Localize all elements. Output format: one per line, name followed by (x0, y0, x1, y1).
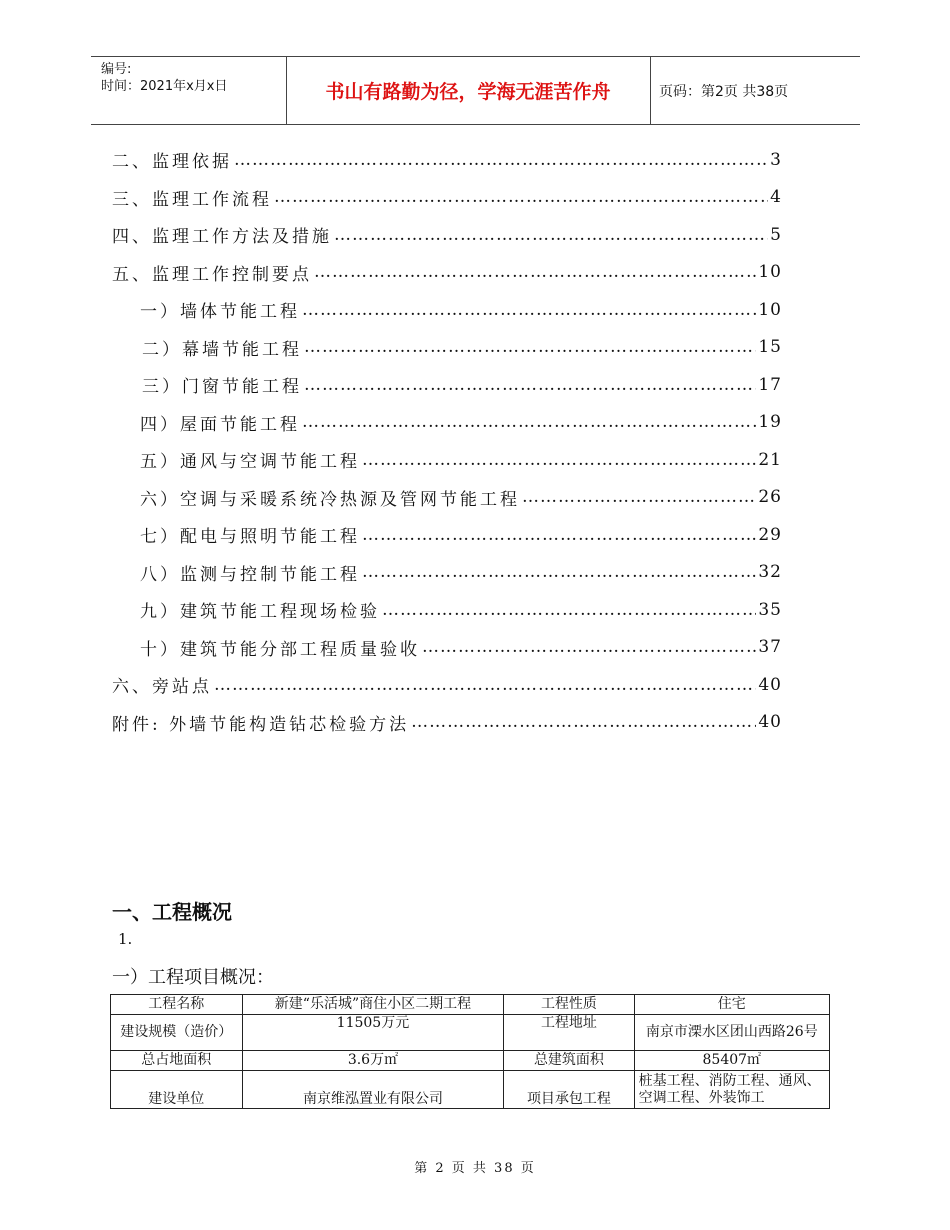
toc-leader-dots (334, 225, 768, 245)
toc-leader-dots (522, 487, 756, 507)
table-cell: 3.6万㎡ (242, 1051, 504, 1071)
toc-leader-dots (382, 600, 756, 620)
toc-entry-label: 五）通风与空调节能工程 (140, 452, 360, 473)
toc-leader-dots (362, 525, 756, 545)
toc-entry[interactable] (112, 704, 782, 742)
table-row (111, 995, 830, 1015)
table-row (111, 1015, 830, 1051)
toc-entry-page: 26 (758, 487, 782, 508)
table-cell: 桩基工程、消防工程、通风、空调工程、外装饰工 (634, 1071, 829, 1109)
toc-entry[interactable] (112, 254, 782, 292)
toc-entry-page: 32 (758, 562, 782, 583)
toc-entry-label: 一）墙体节能工程 (140, 302, 300, 323)
toc-leader-dots (214, 675, 756, 695)
toc-entry-page: 40 (758, 712, 782, 733)
toc-entry-label: 四）屋面节能工程 (140, 414, 300, 435)
toc-entry-label: 附件: 外墙节能构造钻芯检验方法 (112, 714, 410, 735)
page-header (91, 56, 860, 125)
table-cell: 85407㎡ (634, 1051, 829, 1071)
toc-entry-page: 37 (758, 637, 782, 658)
header-page-info: 页码：第2页 共38页 (659, 83, 789, 100)
table-cell: 工程性质 (504, 995, 634, 1015)
header-motto: 书山有路勤为径，学海无涯苦作舟 (325, 81, 611, 103)
toc-entry-label: 九）建筑节能工程现场检验 (140, 602, 380, 623)
toc-entry-page: 21 (758, 449, 782, 470)
toc-entry[interactable] (112, 141, 782, 179)
toc-entry[interactable] (112, 441, 782, 479)
toc-entry-page: 17 (758, 374, 782, 395)
table-row (111, 1051, 830, 1071)
toc-entry[interactable] (112, 591, 782, 629)
table-row (111, 1071, 830, 1109)
toc-entry[interactable] (112, 666, 782, 704)
toc-entry[interactable] (112, 291, 782, 329)
toc-entry-page: 35 (758, 599, 782, 620)
table-of-contents (112, 141, 782, 741)
table-cell: 工程名称 (111, 995, 243, 1015)
toc-entry-page: 15 (758, 337, 782, 358)
toc-entry-label: 七）配电与照明节能工程 (140, 527, 360, 548)
toc-entry[interactable] (112, 366, 782, 404)
id-label: 编号: (101, 62, 132, 77)
toc-leader-dots (302, 412, 756, 432)
toc-entry[interactable] (112, 216, 782, 254)
table-cell: 南京维泓置业有限公司 (242, 1071, 504, 1109)
section-number: 1. (118, 930, 133, 948)
table-cell: 建设单位 (111, 1071, 243, 1109)
toc-entry-page: 4 (770, 187, 782, 208)
header-left (101, 61, 227, 95)
toc-leader-dots (362, 562, 756, 582)
toc-entry[interactable] (112, 554, 782, 592)
toc-entry-label: 八）监测与控制节能工程 (140, 564, 360, 585)
header-divider (650, 57, 651, 124)
table-cell: 住宅 (634, 995, 829, 1015)
toc-entry[interactable] (112, 329, 782, 367)
table-cell: 总占地面积 (111, 1051, 243, 1071)
toc-leader-dots (422, 637, 756, 657)
toc-entry[interactable] (112, 629, 782, 667)
toc-entry-label: 二）幕墙节能工程 (142, 339, 302, 360)
table-cell: 工程地址 (504, 1015, 634, 1051)
toc-entry-page: 19 (758, 412, 782, 433)
toc-leader-dots (314, 262, 756, 282)
project-overview-table (110, 994, 830, 1109)
toc-entry-page: 5 (770, 224, 782, 245)
toc-entry-label: 六）空调与采暖系统冷热源及管网节能工程 (140, 489, 520, 510)
toc-leader-dots (274, 187, 768, 207)
toc-leader-dots (302, 300, 756, 320)
subsection-title: 一）工程项目概况： (112, 967, 274, 988)
toc-entry-page: 40 (758, 674, 782, 695)
toc-entry-label: 十）建筑节能分部工程质量验收 (140, 639, 420, 660)
toc-entry-label: 五、监理工作控制要点 (112, 264, 312, 285)
table-cell: 新建“乐活城”商住小区二期工程 (242, 995, 504, 1015)
toc-entry-label: 二、监理依据 (112, 152, 232, 173)
page-footer: 第 2 页 共 38 页 (414, 1161, 536, 1176)
toc-leader-dots (234, 150, 768, 170)
table-cell: 11505万元 (242, 1015, 504, 1051)
toc-entry[interactable] (112, 479, 782, 517)
toc-entry-page: 29 (758, 524, 782, 545)
toc-entry[interactable] (112, 179, 782, 217)
toc-leader-dots (304, 375, 756, 395)
toc-entry[interactable] (112, 404, 782, 442)
toc-entry-page: 10 (758, 299, 782, 320)
table-cell: 南京市溧水区团山西路26号 (634, 1015, 829, 1051)
toc-leader-dots (362, 450, 756, 470)
table-cell: 建设规模（造价） (111, 1015, 243, 1051)
toc-leader-dots (411, 712, 756, 732)
toc-entry-label: 三）门窗节能工程 (142, 377, 302, 398)
toc-entry-label: 三、监理工作流程 (112, 189, 272, 210)
toc-entry[interactable] (112, 516, 782, 554)
time-label: 时间：2021年x月x日 (101, 79, 228, 94)
toc-entry-label: 四、监理工作方法及措施 (112, 227, 332, 248)
toc-entry-label: 六、旁站点 (112, 677, 212, 698)
toc-entry-page: 10 (758, 262, 782, 283)
table-cell: 项目承包工程 (504, 1071, 634, 1109)
toc-entry-page: 3 (770, 149, 782, 170)
section-title: 一、工程概况 (112, 900, 232, 924)
toc-leader-dots (304, 337, 756, 357)
table-cell: 总建筑面积 (504, 1051, 634, 1071)
